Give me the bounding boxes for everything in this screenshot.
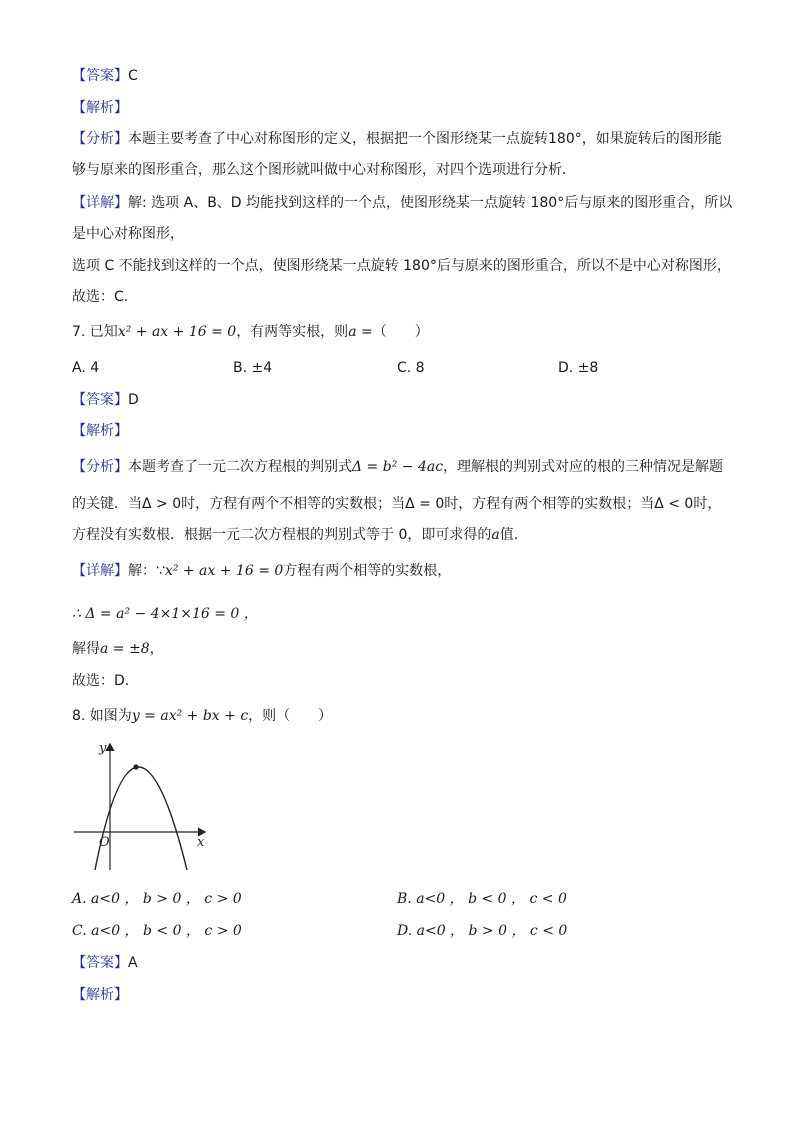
- q7-var: a: [348, 324, 357, 340]
- q7-option-a: A. 4: [72, 360, 100, 376]
- jiexi-heading: 【解析】: [72, 987, 128, 1003]
- answer-tag: 【答案】: [72, 955, 128, 971]
- question-7-stem: [72, 322, 429, 342]
- step-text: ，: [149, 641, 164, 657]
- x-axis-label: x: [197, 835, 205, 850]
- vertex-point: [133, 764, 138, 769]
- xiangjie-line-4: 故选：C．: [72, 289, 138, 305]
- xiangjie-text: 解：∵: [128, 563, 165, 579]
- q7-option-d: D. ±8: [558, 360, 599, 376]
- origin-label: O: [99, 835, 110, 850]
- parabola-curve: [95, 767, 187, 870]
- q7-xiangjie-line-1: [72, 561, 451, 581]
- q7-option-b: B. ±4: [233, 360, 273, 376]
- y-axis-label: y: [99, 741, 107, 756]
- jiexi-heading: 【解析】: [72, 423, 128, 439]
- answer-value: A: [128, 955, 138, 971]
- parabola-graph: [70, 740, 215, 872]
- q7-fenxi-line-2: 的关键．当Δ > 0时，方程有两个不相等的实数根；当Δ = 0时，方程有两个相等的实数根；当Δ < 0时，: [72, 496, 722, 512]
- step-result: a = ±8: [100, 641, 150, 657]
- q8-option-b: B. a<0 ， b < 0 ， c < 0: [397, 891, 567, 907]
- xiangjie-line-2: 是中心对称图形，: [72, 226, 184, 242]
- answer-line-q6: [72, 66, 138, 86]
- q7-mid: ，有两等实根，则: [236, 324, 349, 340]
- xiangjie-text: 方程有两个相等的实数根，: [283, 563, 452, 579]
- question-8-stem: [72, 706, 332, 726]
- answer-value: D: [128, 392, 139, 408]
- answer-line-q8: [72, 953, 138, 973]
- xiangjie-tag: 【详解】: [72, 563, 128, 579]
- fenxi-text: ，理解根的判别式对应的根的三种情况是解题: [443, 459, 724, 475]
- discriminant-formula: Δ = b² − 4ac: [352, 459, 444, 475]
- fenxi-tag: 【分析】: [72, 131, 128, 147]
- q8-option-c: C. a<0 ， b < 0 ， c > 0: [72, 923, 242, 939]
- fenxi-text: 值．: [499, 527, 528, 543]
- jiexi-heading: 【解析】: [72, 100, 128, 116]
- q8-option-d: D. a<0 ， b > 0 ， c < 0: [397, 923, 568, 939]
- q8-prefix: 8. 如图为: [72, 708, 132, 724]
- q7-prefix: 7. 已知: [72, 324, 118, 340]
- answer-value: C: [128, 68, 138, 84]
- q8-option-a: A. a<0 ， b > 0 ， c > 0: [72, 891, 242, 907]
- fenxi-var: a: [491, 527, 500, 543]
- fenxi-tag: 【分析】: [72, 459, 128, 475]
- fenxi-text: 方程没有实数根．根据一元二次方程根的判别式等于 0，即可求得的: [72, 527, 492, 543]
- q7-equation: x² + ax + 16 = 0: [117, 324, 237, 340]
- q7-conclusion: 故选：D．: [72, 673, 139, 689]
- answer-tag: 【答案】: [72, 68, 128, 84]
- answer-line-q7: [72, 390, 139, 410]
- step-text: 解得: [72, 641, 100, 657]
- q7-option-c: C. 8: [397, 360, 425, 376]
- fenxi-text: 本题主要考查了中心对称图形的定义，根据把一个图形绕某一点旋转180°，如果旋转后的图形能: [128, 131, 722, 147]
- xiangjie-tag: 【详解】: [72, 195, 128, 211]
- xiangjie-text: 解: 选项 A、B、D 均能找到这样的一个点，使图形绕某一点旋转 180°后与原来的图形重合，所以: [128, 195, 733, 211]
- q8-suffix: ，则（ ）: [248, 708, 333, 724]
- q7-fenxi-line-3: [72, 525, 528, 545]
- answer-tag: 【答案】: [72, 392, 128, 408]
- fenxi-line-1: [72, 129, 722, 149]
- xiangjie-line-3: 选项 C 不能找到这样的一个点，使图形绕某一点旋转 180°后与原来的图形重合，所以不是中心对称图形，: [72, 258, 731, 274]
- q7-suffix: =（ ）: [356, 324, 429, 340]
- q8-equation: y = ax² + bx + c: [131, 708, 249, 724]
- xiangjie-line-1: [72, 193, 732, 213]
- fenxi-text: 本题考查了一元二次方程根的判别式: [128, 459, 352, 475]
- fenxi-line-2: 够与原来的图形重合，那么这个图形就叫做中心对称图形，对四个选项进行分析．: [72, 162, 576, 178]
- q7-fenxi-line-1: [72, 457, 723, 477]
- q7-step-1: ∴ Δ = a² − 4×1×16 = 0 ，: [72, 606, 258, 622]
- q7-step-2: [72, 639, 164, 659]
- xiangjie-equation: x² + ax + 16 = 0: [164, 563, 284, 579]
